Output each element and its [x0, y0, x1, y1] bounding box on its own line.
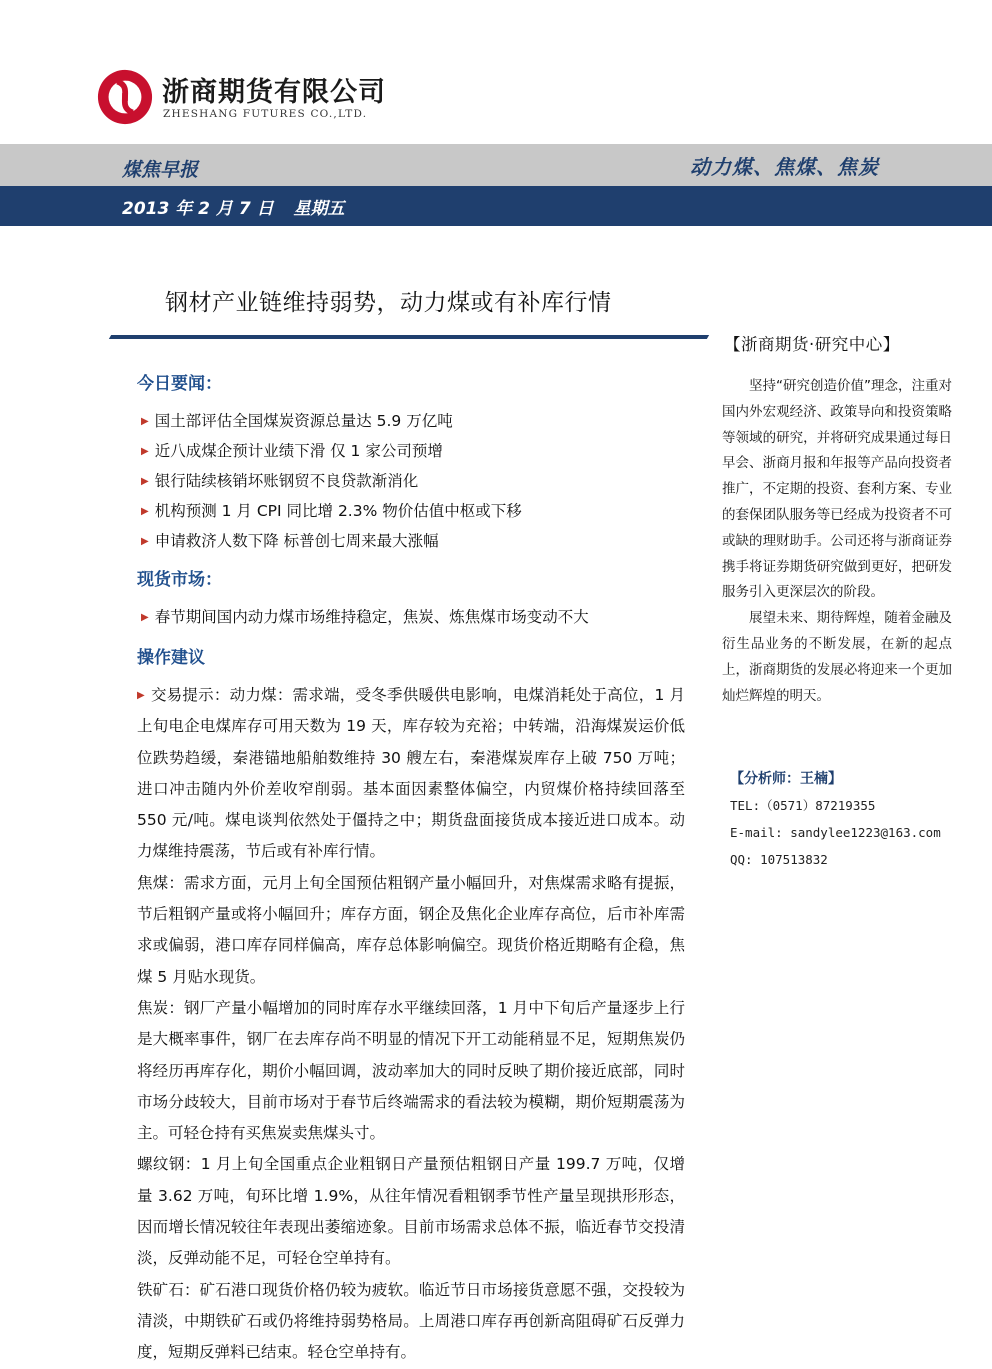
bullet-icon: ▶	[141, 612, 149, 623]
sidebar-title: 【浙商期货·研究中心】	[724, 335, 900, 354]
advice-paragraph: 铁矿石：矿石港口现货价格仍较为疲软。临近节日市场接货意愿不强，交投较为清淡，中期铁矿石或仍将维持弱势格局。上周港口库存再创新高阻碍矿石反弹力度，短期反弹料已结束。轻仓空单持有。	[137, 1280, 685, 1362]
analyst-qq: QQ: 107513832	[730, 852, 828, 867]
company-logo-icon	[96, 68, 154, 126]
news-item: ▶ 国土部评估全国煤炭资源总量达 5.9 万亿吨	[141, 412, 453, 430]
news-item: ▶ 机构预测 1 月 CPI 同比增 2.3% 物价估值中枢或下移	[141, 502, 522, 520]
analyst-email[interactable]: E-mail: sandylee1223@163.com	[730, 825, 941, 840]
analyst-tel: TEL:（0571）87219355	[730, 798, 876, 813]
news-item: ▶ 申请救济人数下降 标普创七周来最大涨幅	[141, 532, 439, 550]
main-content	[137, 372, 685, 1369]
date-band	[0, 186, 992, 226]
sidebar-body	[722, 374, 952, 709]
weekday-text: 星期五	[293, 199, 345, 219]
advice-heading: 操作建议	[137, 648, 205, 668]
product-list: 动力煤、焦煤、焦炭	[690, 155, 879, 179]
news-item: ▶ 银行陆续核销坏账钢贸不良贷款渐消化	[141, 472, 419, 490]
advice-paragraph: 焦炭：钢厂产量小幅增加的同时库存水平继续回落，1 月中下旬后产量逐步上行是大概率事件，钢厂在去库存尚不明显的情况下开工动能稍显不足，短期焦炭仍将经历再库存化，期价小幅回调，波动率加大的同时反映了期价接近底部，同时市场分歧较大，目前市场对于春节后终端需求的看法较为模糊，期价短期震荡为主。可轻仓持有买焦炭卖焦煤头寸。	[137, 998, 685, 1143]
advice-paragraph: 焦煤：需求方面，元月上旬全国预估粗钢产量小幅回升，对焦煤需求略有提振，节后粗钢产量或将小幅回升；库存方面，钢企及焦化企业库存高位，后市补库需求或偏弱，港口库存同样偏高，库存总体影响偏空。现货价格近期略有企稳，焦煤 5 月贴水现货。	[137, 873, 685, 986]
bullet-icon: ▶	[137, 690, 145, 701]
bullet-icon: ▶	[141, 506, 149, 517]
company-name-en: ZHESHANG FUTURES CO.,LTD.	[163, 108, 368, 120]
analyst-contact	[730, 766, 970, 873]
spot-item: ▶ 春节期间国内动力煤市场维持稳定，焦炭、炼焦煤市场变动不大	[141, 608, 589, 626]
bullet-icon: ▶	[141, 446, 149, 457]
date-text: 2013 年 2 月 7 日	[122, 199, 274, 219]
sidebar-paragraph: 展望未来、期待辉煌，随着金融及衍生品业务的不断发展，在新的起点上，浙商期货的发展必将迎来一个更加灿烂辉煌的明天。	[722, 610, 952, 704]
news-heading: 今日要闻：	[137, 374, 222, 394]
title-divider	[109, 335, 709, 339]
report-date	[122, 194, 359, 219]
spot-heading: 现货市场：	[137, 570, 222, 590]
report-name: 煤焦早报	[122, 159, 199, 181]
report-header-band	[0, 144, 992, 186]
sidebar	[722, 330, 952, 709]
advice-paragraph: ▶ 交易提示：动力煤：需求端，受冬季供暖供电影响，电煤消耗处于高位，1 月上旬电企电煤库存可用天数为 19 天，库存较为充裕；中转端，沿海煤炭运价低位跌势趋缓，秦港锚地船舶数维持 30 艘左右，秦港煤炭库存上破 750 万吨；进口冲击随内外价差收窄削弱。基本面因素整体偏空，内贸煤价格持续回落至 550 元/吨。煤电谈判依然处于僵持之中；期货盘面接货成本接近进口成本。动力煤维持震荡，节后或有补库行情。	[137, 686, 685, 861]
advice-paragraph: 螺纹钢：1 月上旬全国重点企业粗钢日产量预估粗钢日产量 199.7 万吨，仅增量 3.62 万吨，旬环比增 1.9%，从往年情况看粗钢季节性产量呈现拱形形态，因而增长情况较往年表现出萎缩迹象。目前市场需求总体不振，临近春节交投清淡，反弹动能不足，可轻仓空单持有。	[137, 1155, 685, 1268]
page-title: 钢材产业链维持弱势，动力煤或有补库行情	[165, 290, 612, 316]
news-item: ▶ 近八成煤企预计业绩下滑 仅 1 家公司预增	[141, 442, 443, 460]
company-name-cn: 浙商期货有限公司	[162, 77, 386, 108]
bullet-icon: ▶	[141, 536, 149, 547]
bullet-icon: ▶	[141, 476, 149, 487]
sidebar-paragraph: 坚持“研究创造价值”理念，注重对国内外宏观经济、政策导向和投资策略等领域的研究，并将研究成果通过每日早会、浙商月报和年报等产品向投资者推广，不定期的投资、套利方案、专业的套保团队服务等已经成为投资者不可或缺的理财助手。公司还将与浙商证券携手将证券期货研究做到更好，把研发服务引入更深层次的阶段。	[722, 378, 952, 601]
analyst-name: 【分析师：王楠】	[730, 771, 842, 787]
bullet-icon: ▶	[141, 416, 149, 427]
